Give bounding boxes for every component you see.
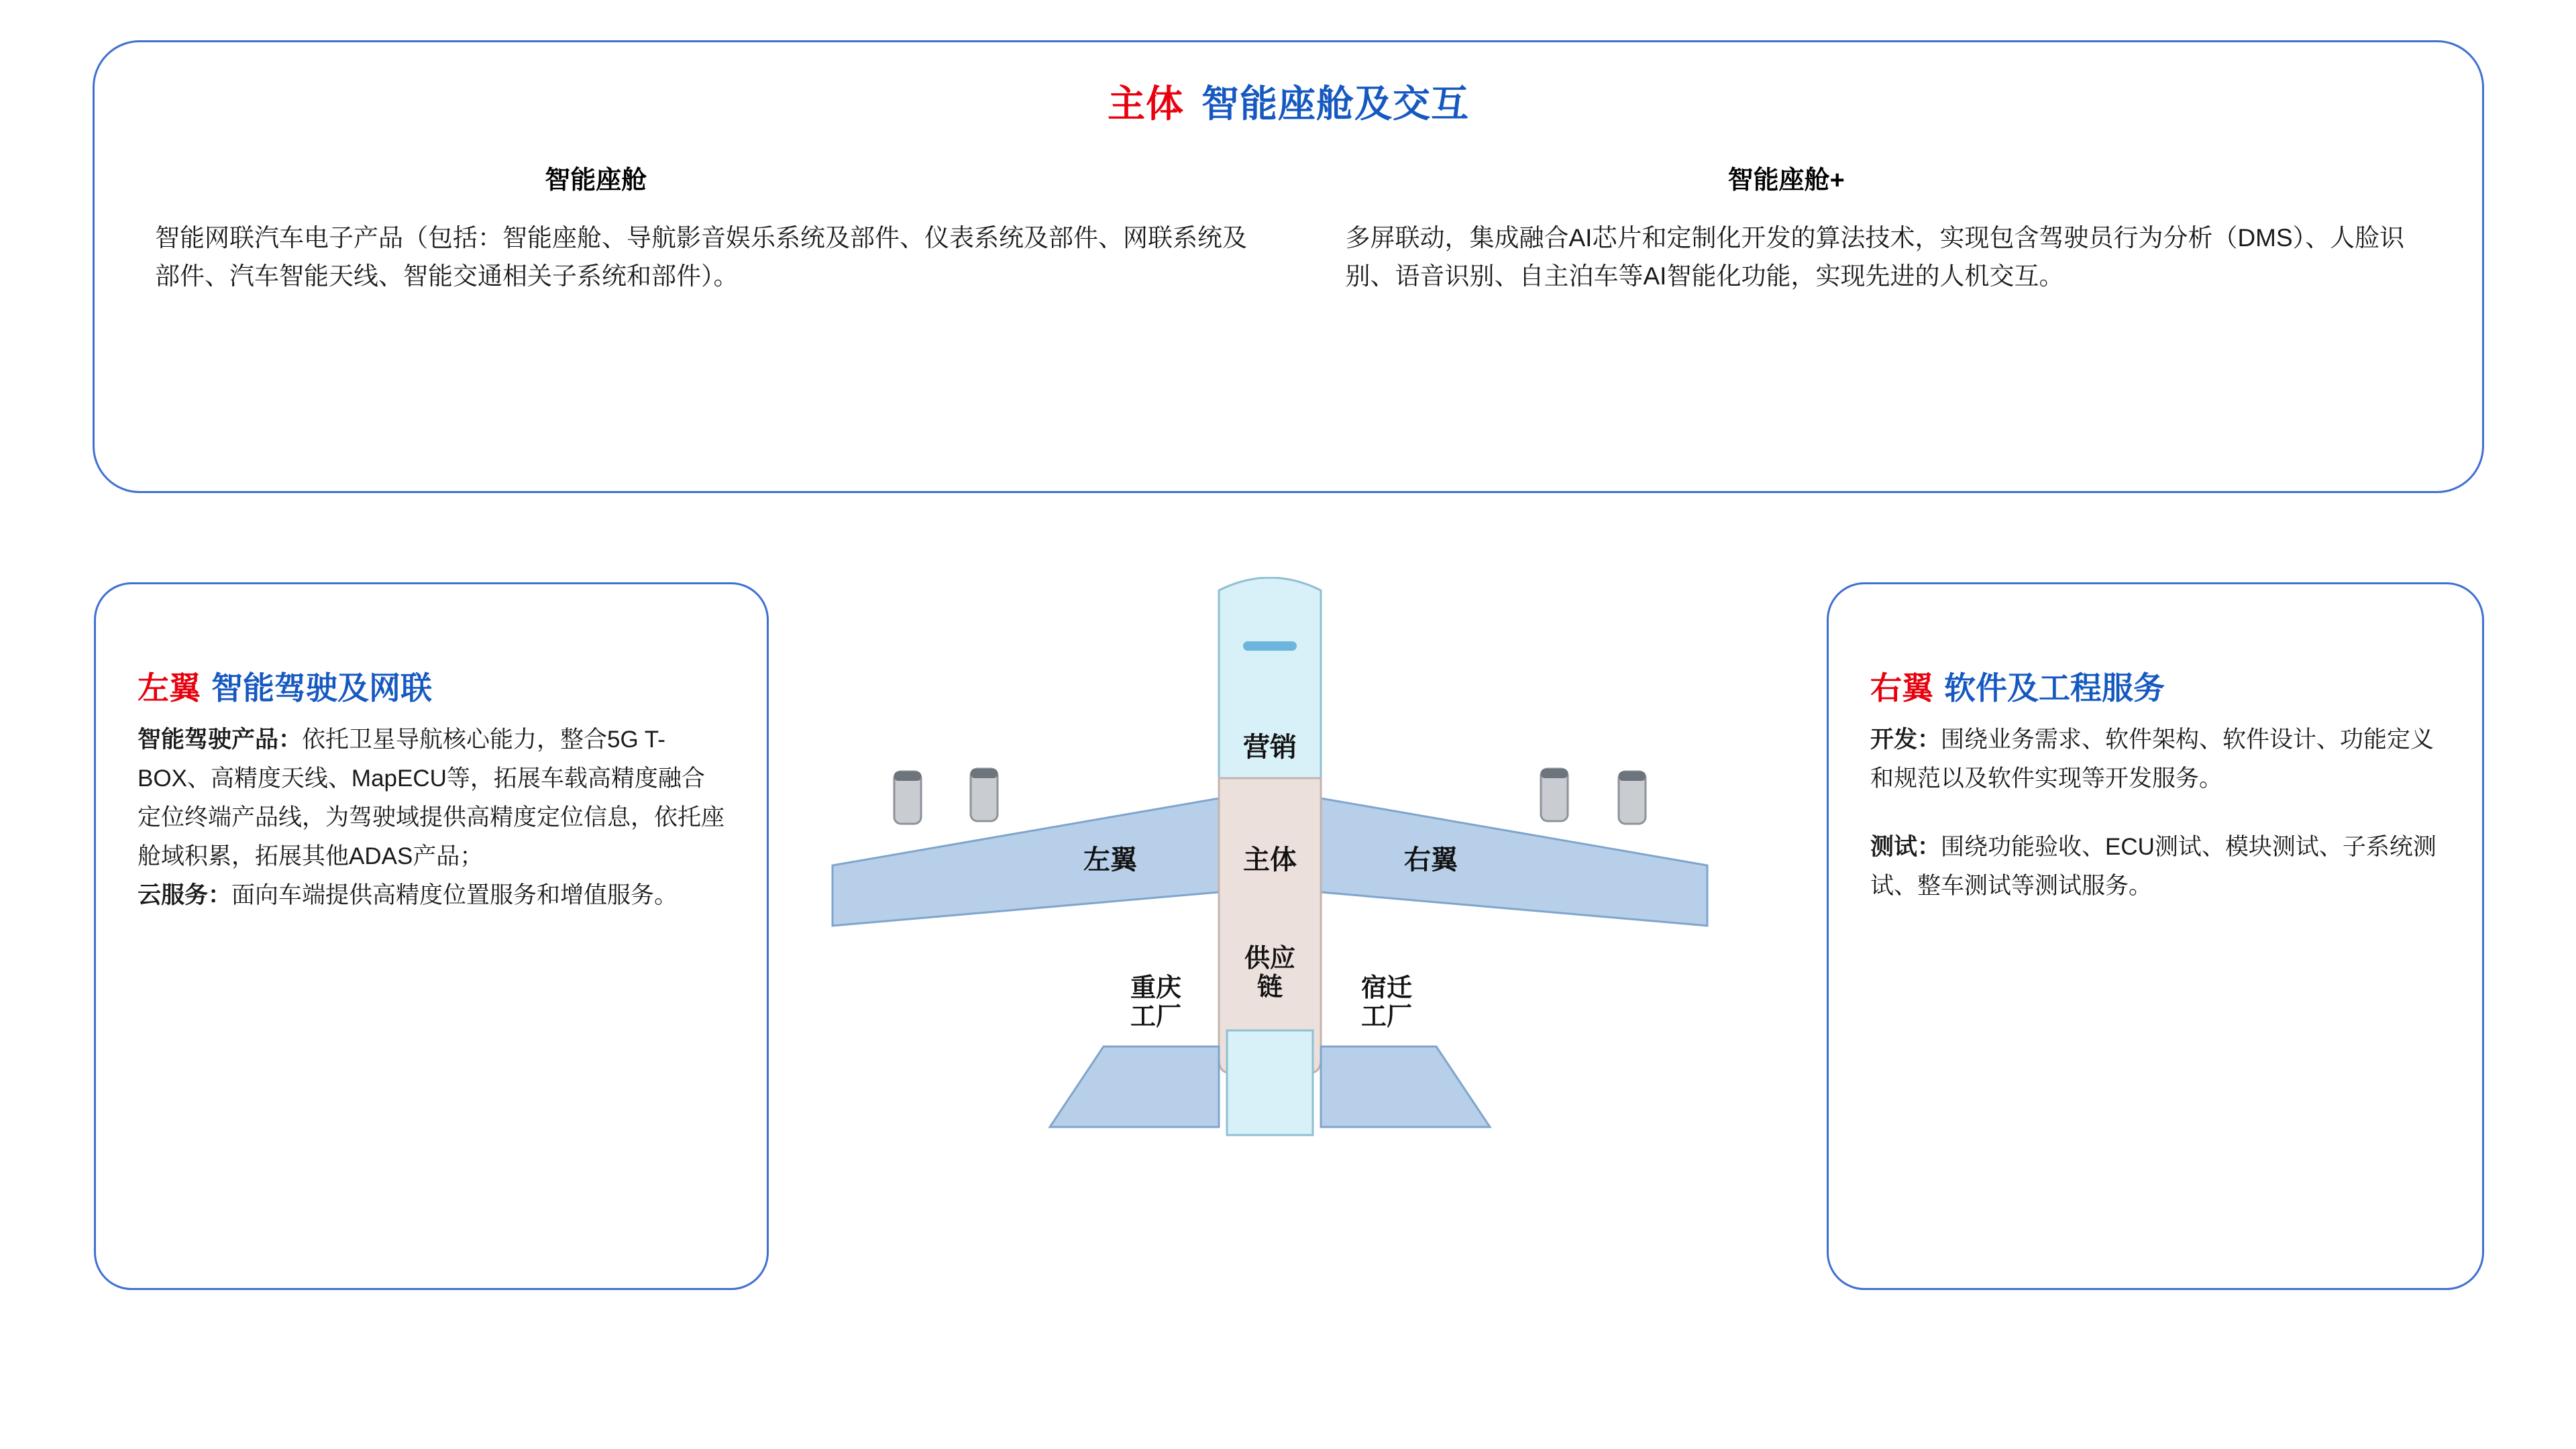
card-main-body — [93, 40, 2484, 493]
plane-label-left-wing: 左翼 — [1083, 845, 1137, 875]
right-card-spacer — [1870, 798, 2440, 828]
plane-tail-right-suqian — [1321, 1046, 1490, 1127]
plane-engine-left-inner-cap — [971, 769, 998, 778]
top-card-column-cockpit-plus-heading: 智能座舱+ — [1727, 166, 1845, 195]
plane-nose-stripe — [1243, 641, 1297, 651]
plane-left-wing — [833, 798, 1219, 926]
plane-engine-left-outer-cap — [894, 771, 921, 781]
plane-label-marketing: 营销 — [1243, 733, 1297, 762]
left-card-paragraph-2 — [138, 876, 725, 915]
right-card-body — [1829, 720, 2482, 906]
left-card-title-main: 左翼 — [138, 670, 201, 706]
top-card-column-cockpit — [155, 159, 1292, 296]
top-card-column-cockpit-heading: 智能座舱 — [545, 166, 647, 195]
left-card-paragraph-2-text: 面向车端提供高精度位置服务和增值服务。 — [231, 882, 678, 909]
left-card-title-sub: 智能驾驶及网联 — [211, 670, 432, 706]
left-card-paragraph-1 — [138, 720, 725, 876]
right-card-paragraph-1-text: 围绕业务需求、软件架构、软件设计、功能定义和规范以及软件实现等开发服务。 — [1870, 727, 2434, 792]
plane-label-suqian-factory: 宿迁 工厂 — [1360, 974, 1412, 1032]
top-card-column-cockpit-plus — [1292, 159, 2429, 296]
right-card-title-main: 右翼 — [1870, 670, 1933, 706]
plane-engine-right-outer-cap — [1619, 771, 1646, 781]
plane-fuselage-body — [1219, 778, 1321, 1073]
right-card-paragraph-1-label: 开发： — [1870, 727, 1941, 753]
top-card-columns — [95, 159, 2482, 296]
plane-label-supply-chain: 供应 链 — [1244, 945, 1295, 1002]
card-right-wing — [1827, 582, 2484, 1290]
top-card-column-cockpit-body: 智能网联汽车电子产品（包括：智能座舱、导航影音娱乐系统及部件、仪表系统及部件、网联系统及部件、汽车智能天线、智能交通相关子系统和部件）。 — [155, 224, 1247, 290]
airplane-diagram — [822, 577, 1754, 1301]
left-card-paragraph-1-text: 依托卫星导航核心能力，整合5G T-BOX、高精度天线、MapECU等，拓展车载高精度融合定位终端产品线，为驾驶域提供高精度定位信息，依托座舱域积累，拓展其他ADAS产品； — [138, 727, 725, 870]
left-card-body — [96, 720, 767, 915]
left-card-paragraph-1-label: 智能驾驶产品： — [138, 727, 303, 753]
right-card-paragraph-2-text: 围绕功能验收、ECU测试、模块测试、子系统测试、整车测试等测试服务。 — [1870, 834, 2436, 900]
top-card-title — [95, 74, 2482, 128]
plane-label-right-wing: 右翼 — [1404, 845, 1458, 875]
right-card-paragraph-2 — [1870, 828, 2440, 906]
plane-label-chongqing-factory: 重庆 工厂 — [1130, 974, 1181, 1032]
plane-label-body: 主体 — [1243, 845, 1297, 875]
right-card-paragraph-1 — [1870, 720, 2440, 798]
right-card-title-sub: 软件及工程服务 — [1944, 670, 2165, 706]
plane-engine-right-inner-cap — [1541, 769, 1568, 778]
top-card-column-cockpit-plus-body: 多屏联动，集成融合AI芯片和定制化开发的算法技术，实现包含驾驶员行为分析（DMS）、人脸识别、语音识别、自主泊车等AI智能化功能，实现先进的人机交互。 — [1345, 224, 2405, 290]
plane-right-wing — [1321, 798, 1707, 926]
left-card-paragraph-2-label: 云服务： — [138, 882, 232, 909]
top-card-title-main: 主体 — [1108, 83, 1184, 125]
top-card-title-sub: 智能座舱及交互 — [1201, 83, 1469, 125]
plane-nose-marketing — [1219, 578, 1321, 778]
plane-tail-center-supply-chain — [1227, 1030, 1313, 1135]
card-left-wing — [94, 582, 769, 1290]
plane-tail-left-chongqing — [1050, 1046, 1219, 1127]
right-card-paragraph-2-label: 测试： — [1870, 834, 1941, 861]
right-card-title — [1829, 663, 2482, 708]
left-card-title — [96, 663, 767, 708]
